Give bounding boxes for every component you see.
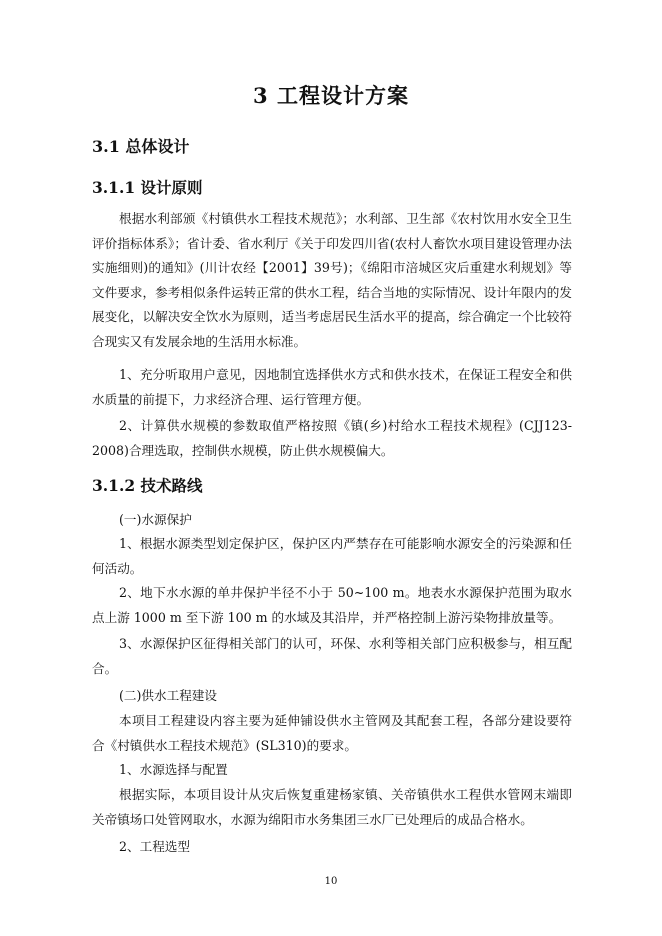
water-protection-item-2: 2、地下水水源的单井保护半径不小于 50~100 m。地表水水源保护范围为取水点上游 1000 m 至下游 100 m 的水域及其沿岸，并严格控制上游污染物排放量等。: [92, 585, 572, 625]
section-heading-3-1: 3.1 总体设计: [92, 137, 190, 156]
subheading-water-protection: (一)水源保护: [119, 512, 192, 527]
subheading-source-selection: 1、水源选择与配置: [119, 762, 228, 777]
section-heading-3-1-1: 3.1.1 设计原则: [92, 178, 203, 197]
design-principle-item-1: 1、充分听取用户意见，因地制宜选择供水方式和供水技术，在保证工程安全和供水质量的前提下，力求经济合理、运行管理方便。: [92, 367, 572, 407]
subheading-supply-construction: (二)供水工程建设: [119, 688, 217, 703]
source-selection-paragraph: 根据实际，本项目设计从灾后恢复重建杨家镇、关帝镇供水工程供水管网末端即关帝镇场口处管网取水，水源为绵阳市水务集团三水厂已处理后的成品合格水。: [92, 787, 572, 827]
design-principle-paragraph: 根据水利部颁《村镇供水工程技术规范》；水利部、卫生部《农村饮用水安全卫生评价指标体系》；省计委、省水利厅《关于印发四川省(农村人畜饮水项目建设管理办法实施细则)的通知》(川计农经【2001】39号)；《绵阳市涪城区灾后重建水利规划》等文件要求，参考相似条件运转正常的供水工程，结合当地的实际情况、设计年限内的发展变化，以解决安全饮水为原则，适当考虑居民生活水平的提高，综合确定一个比较符合现实又有发展余地的生活用水标准。: [92, 211, 572, 349]
design-principle-item-2: 2、计算供水规模的参数取值严格按照《镇(乡)村给水工程技术规程》(CJJ123-2008)合理选取，控制供水规模，防止供水规模偏大。: [92, 418, 572, 458]
subheading-engineering-selection: 2、工程选型: [119, 839, 190, 854]
water-protection-item-1: 1、根据水源类型划定保护区，保护区内严禁存在可能影响水源安全的污染源和任何活动。: [92, 536, 572, 576]
page-number: 10: [324, 876, 338, 887]
water-protection-item-3: 3、水源保护区征得相关部门的认可，环保、水利等相关部门应积极参与，相互配合。: [92, 636, 572, 676]
supply-construction-paragraph: 本项目工程建设内容主要为延伸铺设供水主管网及其配套工程，各部分建设要符合《村镇供水工程技术规范》(SL310)的要求。: [92, 713, 572, 753]
chapter-title: 3 工程设计方案: [253, 83, 409, 108]
section-heading-3-1-2: 3.1.2 技术路线: [92, 476, 203, 495]
